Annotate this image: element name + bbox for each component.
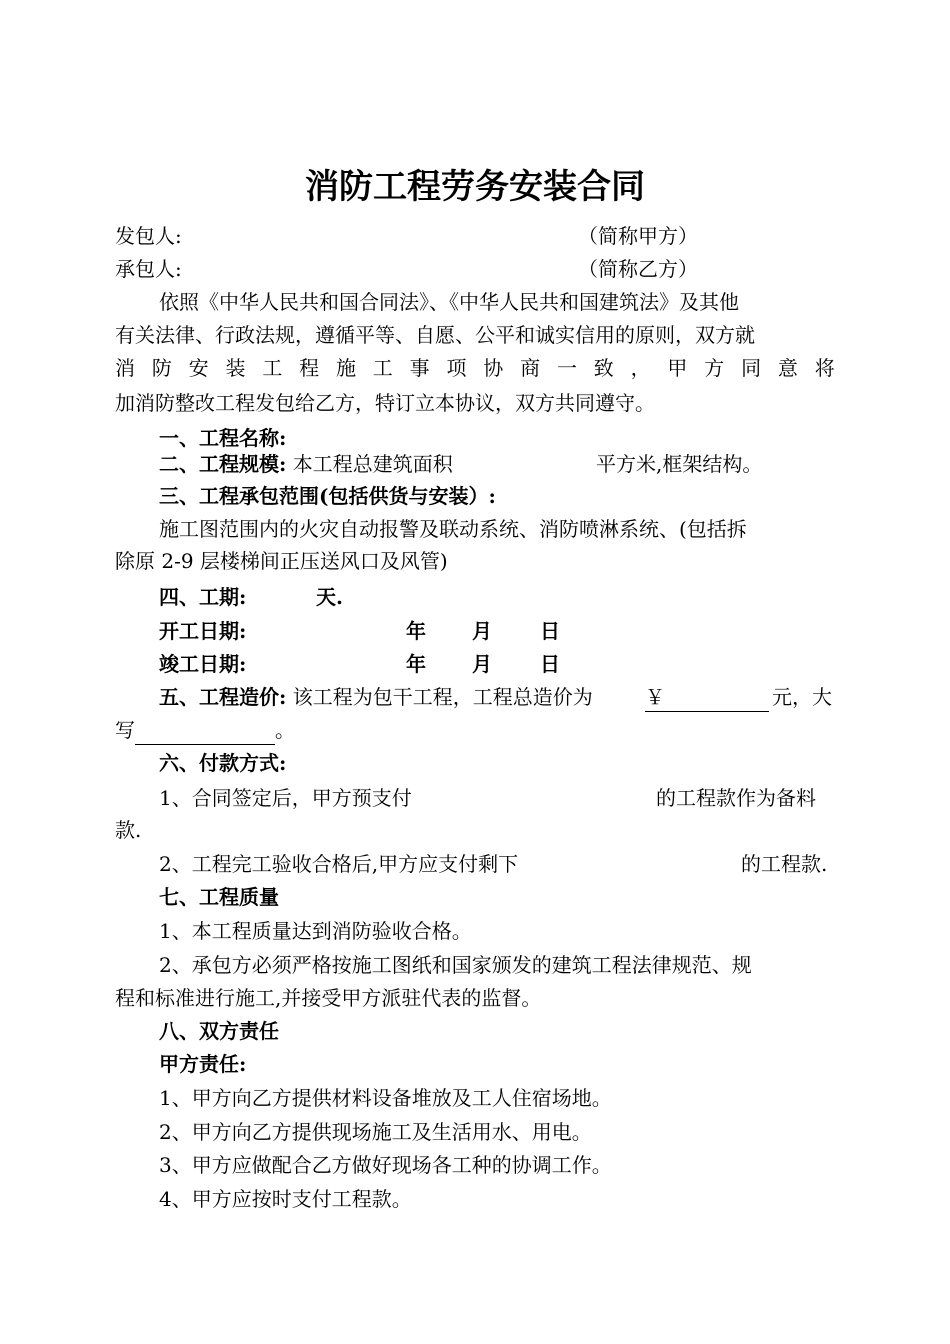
end-year: 年 <box>406 652 426 676</box>
intro-line-3-char: 商 <box>520 356 541 380</box>
intro-line-3-char: 意 <box>777 356 798 380</box>
end-day: 日 <box>540 652 560 676</box>
intro-line-3-char: 致 <box>593 356 614 380</box>
section-4-heading: 四、工期: <box>159 585 247 609</box>
intro-line-3-char: 方 <box>704 356 725 380</box>
party-a-item-2: 2、甲方向乙方提供现场施工及生活用水、用电。 <box>159 1120 592 1144</box>
contractor-note: （简称乙方） <box>578 257 698 281</box>
intro-line-3-char: 事 <box>409 356 430 380</box>
intro-line-3-char: 将 <box>814 356 835 380</box>
intro-line-4: 加消防整改工程发包给乙方，特订立本协议，双方共同遵守。 <box>115 391 655 415</box>
party-a-item-1: 1、甲方向乙方提供材料设备堆放及工人住宿场地。 <box>159 1086 612 1110</box>
intro-line-3-char: 安 <box>188 356 209 380</box>
employer-note: （简称甲方） <box>578 224 698 248</box>
contractor-label: 承包人: <box>115 257 182 281</box>
party-a-item-3: 3、甲方应做配合乙方做好现场各工种的协调工作。 <box>159 1153 612 1177</box>
intro-line-3-char: 一 <box>556 356 577 380</box>
currency-symbol: ￥ <box>645 685 665 709</box>
section-2-text-b: 平方米,框架结构。 <box>596 452 763 476</box>
section-2-text-a: 本工程总建筑面积 <box>292 452 453 476</box>
payment-item-1-a: 1、合同签定后，甲方预支付 <box>159 786 412 810</box>
capital-end: 。 <box>275 718 295 742</box>
start-year: 年 <box>406 619 426 643</box>
section-2-line <box>159 450 453 478</box>
intro-line-3-char: 工 <box>372 356 393 380</box>
price-underline <box>645 683 769 712</box>
section-2-heading: 二、工程规模: <box>159 452 287 476</box>
section-6-heading: 六、付款方式: <box>159 751 287 775</box>
intro-line-3-char: 协 <box>483 356 504 380</box>
intro-line-3-char: 工 <box>262 356 283 380</box>
intro-line-3-char: 项 <box>446 356 467 380</box>
price-unit: 元，大 <box>772 685 832 709</box>
section-5-line <box>159 683 593 711</box>
intro-line-3-char: 防 <box>151 356 172 380</box>
start-day: 日 <box>540 619 560 643</box>
contractor-line <box>115 255 182 283</box>
payment-item-2-b: 的工程款. <box>741 852 828 876</box>
intro-line-3-char: 装 <box>225 356 246 380</box>
payment-item-2-a: 2、工程完工验收合格后,甲方应支付剩下 <box>159 852 519 876</box>
intro-line-3 <box>115 354 835 382</box>
quality-item-1: 1、本工程质量达到消防验收合格。 <box>159 919 472 943</box>
capital-amount-blank <box>135 716 275 745</box>
employer-line <box>115 222 182 250</box>
payment-item-1-c: 款. <box>115 818 142 842</box>
section-3-line-2: 除原 2-9 层楼梯间正压送风口及风管) <box>115 549 448 573</box>
price-blank <box>645 683 769 712</box>
section-7-heading: 七、工程质量 <box>159 885 279 909</box>
intro-line-3-char: 消 <box>115 356 135 380</box>
employer-label: 发包人: <box>115 224 182 248</box>
intro-line-3-char: 甲 <box>667 356 688 380</box>
intro-line-3-char: 程 <box>299 356 320 380</box>
duration-days: 天. <box>316 585 343 609</box>
capital-label: 写 <box>115 718 135 742</box>
intro-line-3-char: 同 <box>741 356 762 380</box>
party-a-item-4: 4、甲方应按时支付工程款。 <box>159 1187 412 1211</box>
section-5-heading: 五、工程造价: <box>159 685 287 709</box>
intro-line-3-char: ， <box>630 356 651 380</box>
section-1-heading: 一、工程名称: <box>159 426 287 450</box>
intro-line-3-char: 施 <box>335 356 356 380</box>
intro-line-2: 有关法律、行政法规，遵循平等、自愿、公平和诚实信用的原则，双方就 <box>115 323 755 347</box>
quality-item-2-line-1: 2、承包方必须严格按施工图纸和国家颁发的建筑工程法律规范、规 <box>159 953 752 977</box>
section-5-line-2 <box>115 716 295 745</box>
section-3-line-1: 施工图范围内的火灾自动报警及联动系统、消防喷淋系统、(包括拆 <box>159 517 747 541</box>
end-date-label: 竣工日期: <box>159 652 247 676</box>
intro-line-1: 依照《中华人民共和国合同法》、《中华人民共和国建筑法》及其他 <box>159 290 739 314</box>
quality-item-2-line-2: 程和标准进行施工,并接受甲方派驻代表的监督。 <box>115 986 542 1010</box>
end-month: 月 <box>472 652 492 676</box>
payment-item-1-b: 的工程款作为备料 <box>656 786 816 810</box>
page-title: 消防工程劳务安装合同 <box>305 167 645 207</box>
section-5-text: 该工程为包干工程，工程总造价为 <box>292 685 593 709</box>
section-3-heading: 三、工程承包范围(包括供货与安装）: <box>159 484 496 508</box>
start-month: 月 <box>472 619 492 643</box>
party-a-heading: 甲方责任: <box>159 1052 247 1076</box>
section-8-heading: 八、双方责任 <box>159 1019 279 1043</box>
start-date-label: 开工日期: <box>159 619 247 643</box>
